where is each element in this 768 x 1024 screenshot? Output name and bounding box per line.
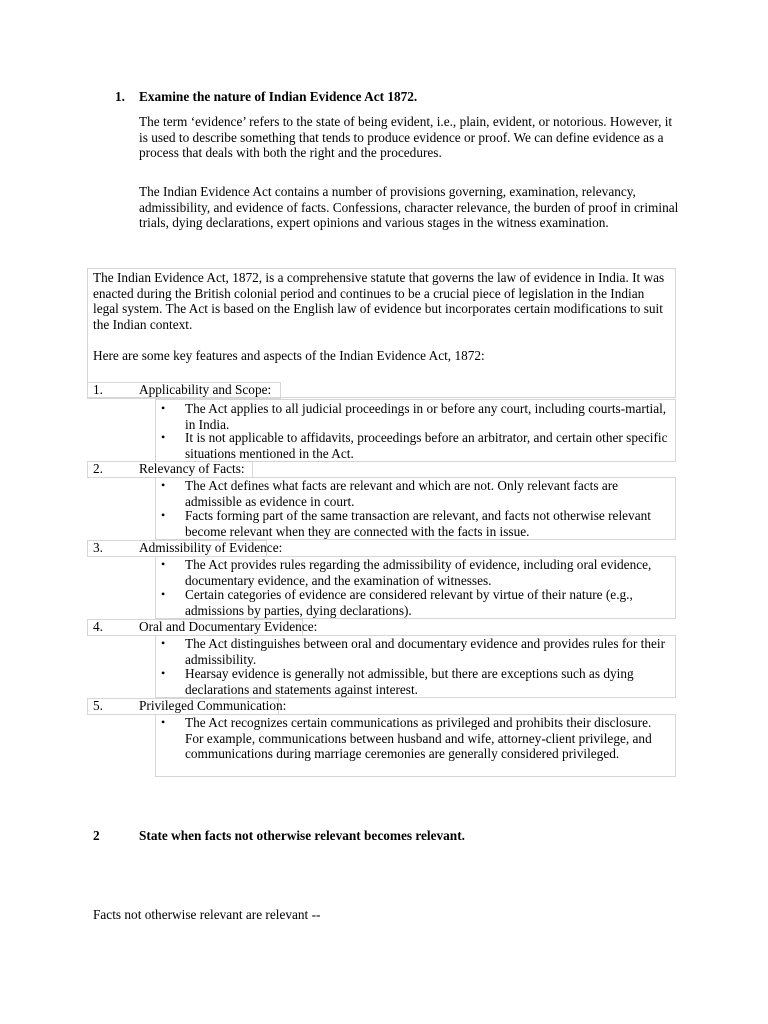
feature-number: 1. [93,382,103,397]
bullet-icon: • [161,430,166,444]
feature-label: Relevancy of Facts: [139,461,245,476]
answer-box-intro: The Indian Evidence Act, 1872, is a comprehensive statute that governs the law of evidence in India. It was enacted during the British colonial period and continues to be a crucial piece of legislation in the Indian legal system. The Act is based on the English law of evidence but incorporates certain modifications to suit the Indian context. [93,270,665,332]
bullet-text: It is not applicable to affidavits, proceedings before an arbitrator, and certain other specific situations mentioned in the Act. [185,430,668,461]
bullet-text: Facts forming part of the same transaction are relevant, and facts not otherwise relevant become relevant when they are connected with the facts in issue. [185,508,651,539]
feature-number: 3. [93,540,103,555]
feature-number: 5. [93,698,103,713]
question-2-number: 2 [93,828,100,843]
bullet-text: The Act provides rules regarding the admissibility of evidence, including oral evidence, documentary evidence, and the examination of witnesses. [185,557,652,588]
bullet-text: The Act applies to all judicial proceedings in or before any court, including courts-martial, in India. [185,401,667,432]
answer-box-lead: Here are some key features and aspects of the Indian Evidence Act, 1872: [93,348,485,363]
feature-label: Privileged Communication: [139,698,287,713]
feature-label: Applicability and Scope: [139,382,272,397]
bullet-text: The Act recognizes certain communications as privileged and prohibits their disclosure. For example, communications between husband and wife, attorney-client privilege, and communications during marriage ceremonies are generally considered privileged. [185,715,652,762]
feature-number: 2. [93,461,103,476]
bullet-icon: • [161,557,166,571]
question-1-title: Examine the nature of Indian Evidence Act 1872. [139,89,418,104]
question-1-number: 1. [115,89,125,104]
question-1-paragraph-1: The term ‘evidence’ refers to the state of being evident, i.e., plain, evident, or notorious. However, it is used to describe something that tends to produce evidence or proof. We can define evidence as a process that deals with both the right and the procedures. [139,114,673,161]
bullet-text: Certain categories of evidence are considered relevant by virtue of their nature (e.g., admissions by parties, dying declarations). [185,587,633,618]
question-2-body: Facts not otherwise relevant are relevant -- [93,907,321,922]
bullet-icon: • [161,508,166,522]
question-2-title: State when facts not otherwise relevant becomes relevant. [139,828,465,843]
bullet-text: The Act distinguishes between oral and documentary evidence and provides rules for their admissibility. [185,636,666,667]
bullet-icon: • [161,715,166,729]
bullet-icon: • [161,587,166,601]
bullet-text: Hearsay evidence is generally not admissible, but there are exceptions such as dying declarations and statements against interest. [185,666,634,697]
bullet-icon: • [161,666,166,680]
feature-label: Oral and Documentary Evidence: [139,619,318,634]
bullet-icon: • [161,401,166,415]
bullet-icon: • [161,636,166,650]
bullet-icon: • [161,478,166,492]
bullet-text: The Act defines what facts are relevant and which are not. Only relevant facts are admissible as evidence in court. [185,478,619,509]
question-1-paragraph-2: The Indian Evidence Act contains a number of provisions governing, examination, relevancy, admissibility, and evidence of facts. Confessions, character relevance, the burden of proof in criminal trials, dying declarations, expert opinions and various stages in the witness examination. [139,184,679,231]
feature-number: 4. [93,619,103,634]
feature-label: Admissibility of Evidence: [139,540,283,555]
